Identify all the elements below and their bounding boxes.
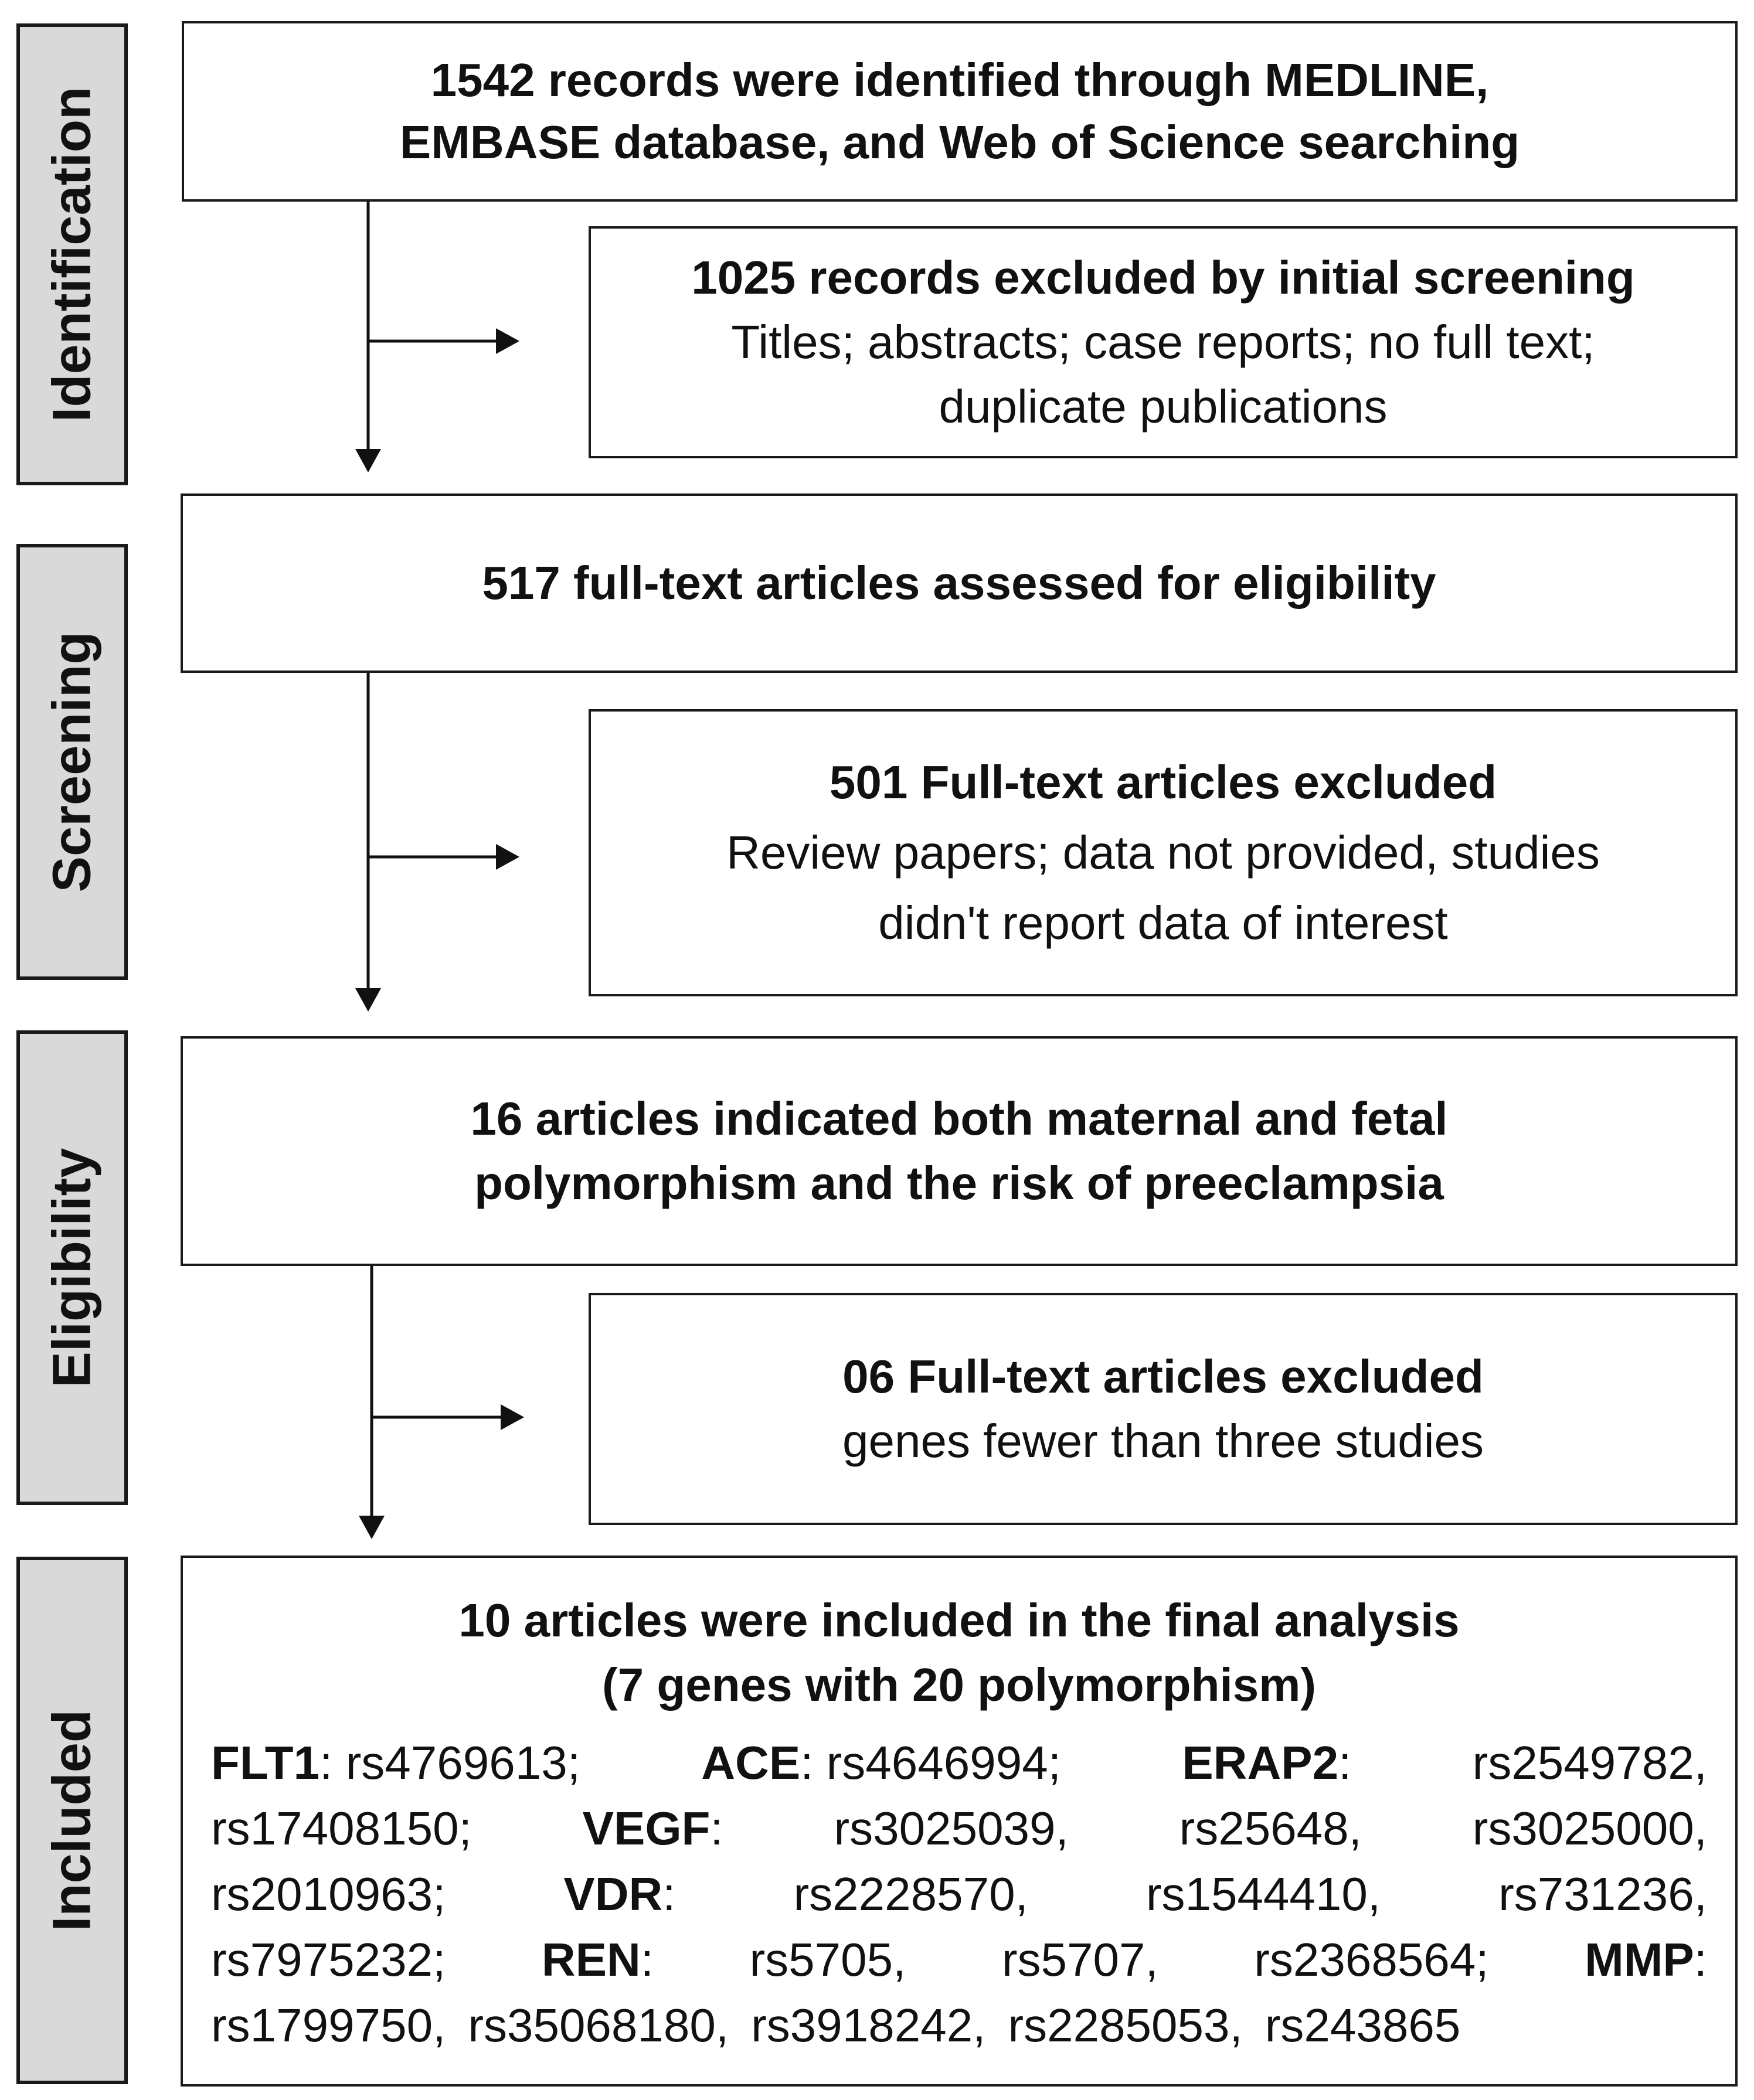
- fulltext-excluded-line1: Review papers; data not provided, studies: [726, 826, 1600, 879]
- snp: rs1544410,: [1145, 1868, 1381, 1920]
- snp: rs1799750,: [211, 1999, 446, 2051]
- snp: rs2368564;: [1254, 1934, 1489, 1986]
- articles-indicated-line1: 16 articles indicated both maternal and fetal: [470, 1092, 1448, 1145]
- arrowhead-down-1: [355, 449, 381, 472]
- stage-eligibility-label: Eligibility: [42, 1148, 102, 1388]
- fulltext-excluded-line2: didn't report data of interest: [878, 897, 1448, 949]
- gene-ren: REN: [541, 1934, 641, 1986]
- gene-ace: ACE: [701, 1737, 801, 1789]
- snp: rs2010963;: [211, 1868, 446, 1920]
- records-identified-line1: 1542 records were identified through MEDLINE,: [430, 54, 1489, 106]
- gene-erap2: ERAP2: [1182, 1737, 1339, 1789]
- initial-excluded-title: 1025 records excluded by initial screening: [691, 251, 1635, 304]
- arrowhead-right-1: [496, 328, 519, 354]
- arrowhead-down-3: [359, 1516, 385, 1539]
- snp: rs2228570,: [793, 1868, 1028, 1920]
- snp: rs17408150;: [211, 1802, 472, 1854]
- few-genes-excluded-title: 06 Full-text articles excluded: [842, 1350, 1484, 1403]
- gene-flt1: FLT1: [211, 1737, 320, 1789]
- snp: rs2285053,: [1008, 1999, 1243, 2051]
- snp: rs3918242,: [751, 1999, 986, 2051]
- final-included-line1: 10 articles were included in the final analysis: [458, 1594, 1460, 1646]
- stage-screening-label: Screening: [42, 631, 102, 893]
- snp: rs25648,: [1179, 1802, 1362, 1854]
- few-genes-excluded-line1: genes fewer than three studies: [842, 1415, 1484, 1467]
- initial-excluded-line2: duplicate publications: [939, 380, 1388, 433]
- fulltext-assessed-line1: 517 full-text articles assessed for eligibility: [482, 557, 1436, 609]
- gene-mmp: MMP: [1585, 1934, 1694, 1986]
- gene-mmp-entry: MMP:: [1585, 1934, 1707, 1986]
- snp: rs5705,: [749, 1934, 906, 1986]
- gene-ren-entry: REN:: [541, 1934, 654, 1986]
- initial-excluded-line1: Titles; abstracts; case reports; no full text;: [731, 316, 1595, 368]
- records-identified-line2: EMBASE database, and Web of Science searching: [399, 116, 1520, 168]
- arrowhead-right-3: [501, 1404, 524, 1430]
- snp: rs3025000,: [1472, 1802, 1707, 1854]
- articles-indicated-line2: polymorphism and the risk of preeclampsia: [474, 1157, 1444, 1209]
- snp: rs3025039,: [834, 1802, 1069, 1854]
- gene-vdr-entry: VDR:: [563, 1868, 676, 1920]
- fulltext-excluded-title: 501 Full-text articles excluded: [829, 756, 1497, 808]
- gene-vdr: VDR: [563, 1868, 663, 1920]
- gene-erap2-entry: ERAP2:: [1182, 1737, 1352, 1789]
- stage-included-label: Included: [42, 1709, 102, 1932]
- arrowhead-right-2: [496, 844, 519, 870]
- snp: rs2549782,: [1472, 1737, 1707, 1789]
- gene-flt1-entry: FLT1: rs4769613;: [211, 1737, 580, 1789]
- snp: rs731236,: [1498, 1868, 1707, 1920]
- arrowhead-down-2: [355, 988, 381, 1012]
- snp: rs5707,: [1001, 1934, 1158, 1986]
- gene-ace-entry: ACE: rs4646994;: [701, 1737, 1061, 1789]
- snp: rs243865: [1264, 1999, 1461, 2051]
- snp: rs35068180,: [468, 1999, 729, 2051]
- final-included-line2: (7 genes with 20 polymorphism): [601, 1659, 1316, 1711]
- gene-vegf-entry: VEGF:: [582, 1802, 723, 1854]
- gene-vegf: VEGF: [582, 1802, 711, 1854]
- stage-identification-label: Identification: [42, 86, 102, 423]
- snp: rs7975232;: [211, 1934, 446, 1986]
